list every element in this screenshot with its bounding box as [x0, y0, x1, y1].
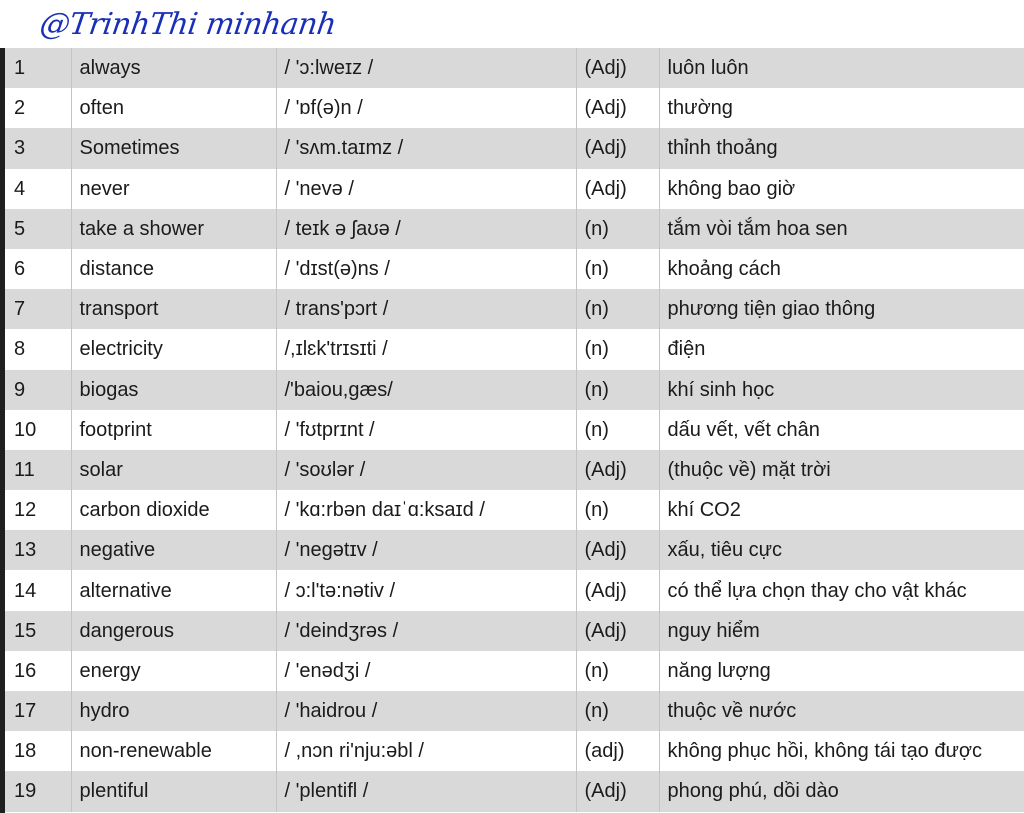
phonetic-transcription: / 'negətɪv /	[276, 530, 576, 570]
vocab-word: distance	[71, 249, 276, 289]
row-number: 7	[5, 289, 71, 329]
vietnamese-meaning: thuộc về nước	[659, 691, 1024, 731]
part-of-speech: (n)	[576, 329, 659, 369]
table-row	[5, 530, 1024, 570]
part-of-speech: (n)	[576, 370, 659, 410]
vocab-word: plentiful	[71, 771, 276, 811]
vietnamese-meaning: luôn luôn	[659, 48, 1024, 88]
phonetic-transcription: / 'deindʒrəs /	[276, 611, 576, 651]
table-row	[5, 731, 1024, 771]
vietnamese-meaning: khí CO2	[659, 490, 1024, 530]
vietnamese-meaning: khoảng cách	[659, 249, 1024, 289]
phonetic-transcription: / 'fʊtprɪnt /	[276, 410, 576, 450]
vocab-word: always	[71, 48, 276, 88]
vietnamese-meaning: nguy hiểm	[659, 611, 1024, 651]
vocab-word: transport	[71, 289, 276, 329]
part-of-speech: (Adj)	[576, 128, 659, 168]
vocab-word: energy	[71, 651, 276, 691]
row-number: 2	[5, 88, 71, 128]
row-number: 14	[5, 570, 71, 610]
vocab-word: hydro	[71, 691, 276, 731]
table-row	[5, 410, 1024, 450]
vietnamese-meaning: dấu vết, vết chân	[659, 410, 1024, 450]
part-of-speech: (n)	[576, 410, 659, 450]
row-number: 12	[5, 490, 71, 530]
row-number: 16	[5, 651, 71, 691]
vocabulary-table-body	[5, 48, 1024, 812]
vietnamese-meaning: tắm vòi tắm hoa sen	[659, 209, 1024, 249]
table-row	[5, 169, 1024, 209]
row-number: 10	[5, 410, 71, 450]
vietnamese-meaning: không phục hồi, không tái tạo được	[659, 731, 1024, 771]
row-number: 8	[5, 329, 71, 369]
vietnamese-meaning: phương tiện giao thông	[659, 289, 1024, 329]
part-of-speech: (Adj)	[576, 611, 659, 651]
table-row	[5, 450, 1024, 490]
vietnamese-meaning: (thuộc về) mặt trời	[659, 450, 1024, 490]
part-of-speech: (Adj)	[576, 169, 659, 209]
table-row	[5, 490, 1024, 530]
vietnamese-meaning: khí sinh học	[659, 370, 1024, 410]
phonetic-transcription: / 'soʊlər /	[276, 450, 576, 490]
phonetic-transcription: / 'ɔ:lweɪz /	[276, 48, 576, 88]
phonetic-transcription: / 'sʌm.taɪmz /	[276, 128, 576, 168]
vocab-word: often	[71, 88, 276, 128]
phonetic-transcription: / 'nevə /	[276, 169, 576, 209]
phonetic-transcription: / teɪk ə ʃaʊə /	[276, 209, 576, 249]
part-of-speech: (n)	[576, 209, 659, 249]
vietnamese-meaning: có thể lựa chọn thay cho vật khác	[659, 570, 1024, 610]
vocab-word: non-renewable	[71, 731, 276, 771]
vocab-word: alternative	[71, 570, 276, 610]
table-row	[5, 88, 1024, 128]
vietnamese-meaning: phong phú, dồi dào	[659, 771, 1024, 811]
part-of-speech: (n)	[576, 289, 659, 329]
table-row	[5, 570, 1024, 610]
table-row	[5, 771, 1024, 811]
vocab-word: electricity	[71, 329, 276, 369]
phonetic-transcription: / 'kɑ:rbən daɪˈɑ:ksaɪd /	[276, 490, 576, 530]
row-number: 5	[5, 209, 71, 249]
phonetic-transcription: / 'plentifl /	[276, 771, 576, 811]
part-of-speech: (Adj)	[576, 570, 659, 610]
row-number: 4	[5, 169, 71, 209]
part-of-speech: (n)	[576, 691, 659, 731]
phonetic-transcription: /,ɪlɛk'trɪsɪti /	[276, 329, 576, 369]
row-number: 11	[5, 450, 71, 490]
vietnamese-meaning: không bao giờ	[659, 169, 1024, 209]
vietnamese-meaning: điện	[659, 329, 1024, 369]
row-number: 15	[5, 611, 71, 651]
vocab-word: biogas	[71, 370, 276, 410]
table-row	[5, 249, 1024, 289]
vocab-word: never	[71, 169, 276, 209]
row-number: 6	[5, 249, 71, 289]
vietnamese-meaning: thỉnh thoảng	[659, 128, 1024, 168]
phonetic-transcription: / ɔ:l'tə:nətiv /	[276, 570, 576, 610]
part-of-speech: (n)	[576, 490, 659, 530]
table-row	[5, 329, 1024, 369]
part-of-speech: (adj)	[576, 731, 659, 771]
row-number: 18	[5, 731, 71, 771]
part-of-speech: (Adj)	[576, 771, 659, 811]
phonetic-transcription: / 'ɒf(ə)n /	[276, 88, 576, 128]
phonetic-transcription: / 'haidrou /	[276, 691, 576, 731]
vocab-word: footprint	[71, 410, 276, 450]
part-of-speech: (n)	[576, 249, 659, 289]
vietnamese-meaning: xấu, tiêu cực	[659, 530, 1024, 570]
vietnamese-meaning: năng lượng	[659, 651, 1024, 691]
table-row	[5, 48, 1024, 88]
table-row	[5, 128, 1024, 168]
row-number: 13	[5, 530, 71, 570]
row-number: 17	[5, 691, 71, 731]
vocab-word: carbon dioxide	[71, 490, 276, 530]
vocab-word: negative	[71, 530, 276, 570]
author-signature: @TrinhThi minhanh	[37, 7, 339, 42]
phonetic-transcription: / ,nɔn ri'nju:əbl /	[276, 731, 576, 771]
part-of-speech: (n)	[576, 651, 659, 691]
vocabulary-table	[5, 48, 1024, 812]
part-of-speech: (Adj)	[576, 450, 659, 490]
vocab-word: Sometimes	[71, 128, 276, 168]
phonetic-transcription: / 'dɪst(ə)ns /	[276, 249, 576, 289]
table-row	[5, 370, 1024, 410]
vocab-word: take a shower	[71, 209, 276, 249]
part-of-speech: (Adj)	[576, 48, 659, 88]
vietnamese-meaning: thường	[659, 88, 1024, 128]
phonetic-transcription: /'baiou,gæs/	[276, 370, 576, 410]
row-number: 1	[5, 48, 71, 88]
table-row	[5, 289, 1024, 329]
table-row	[5, 209, 1024, 249]
row-number: 9	[5, 370, 71, 410]
phonetic-transcription: / 'enədʒi /	[276, 651, 576, 691]
table-row	[5, 651, 1024, 691]
table-row	[5, 611, 1024, 651]
row-number: 3	[5, 128, 71, 168]
vocab-word: solar	[71, 450, 276, 490]
phonetic-transcription: / trans'pɔrt /	[276, 289, 576, 329]
table-row	[5, 691, 1024, 731]
part-of-speech: (Adj)	[576, 530, 659, 570]
vocab-word: dangerous	[71, 611, 276, 651]
part-of-speech: (Adj)	[576, 88, 659, 128]
row-number: 19	[5, 771, 71, 811]
